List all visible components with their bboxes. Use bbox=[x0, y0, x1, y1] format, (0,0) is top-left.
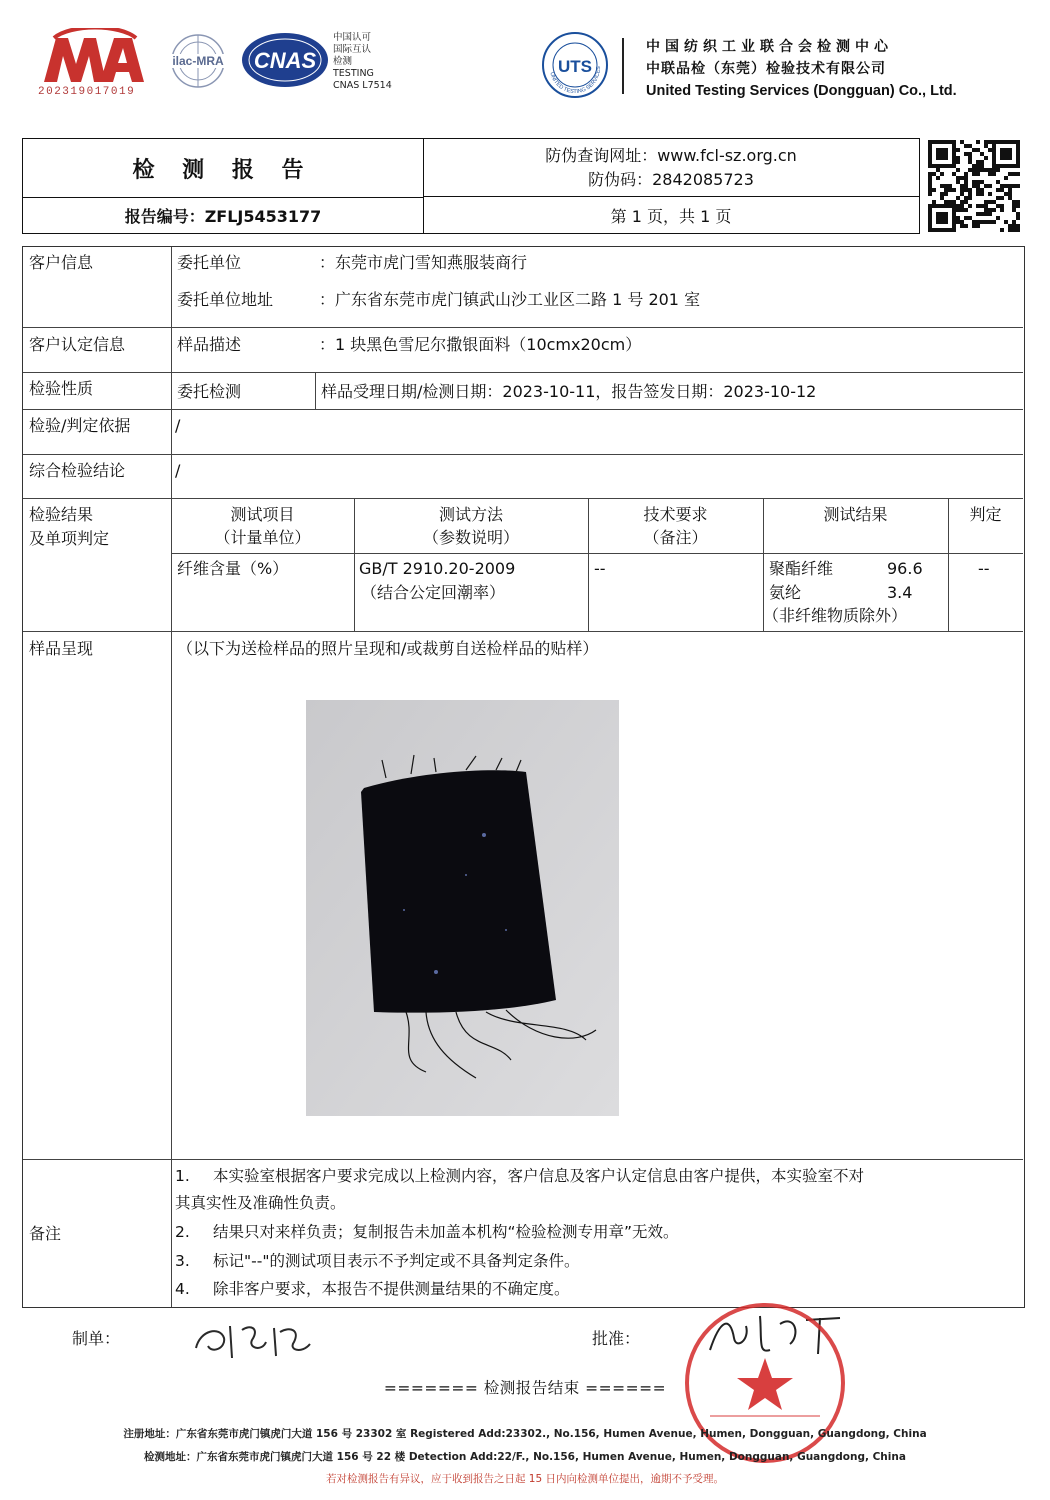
remark-2-number: 2. bbox=[175, 1223, 190, 1241]
result-judgement: -- bbox=[978, 559, 990, 578]
cnas-accreditation-text bbox=[333, 32, 392, 92]
col-divider bbox=[315, 372, 316, 409]
client-info-label: 客户信息 bbox=[29, 253, 94, 272]
header-divider bbox=[622, 38, 624, 94]
basis-value: / bbox=[175, 416, 181, 435]
client-unit-label: 委托单位 bbox=[177, 253, 242, 272]
result-item: 纤维含量（%） bbox=[177, 559, 289, 578]
page-info: 第 1 页，共 1 页 bbox=[610, 206, 732, 226]
remark-3-text: 标记"--"的测试项目表示不予判定或不具备判定条件。 bbox=[213, 1252, 580, 1270]
col-divider bbox=[171, 247, 172, 1307]
preparer-signature bbox=[190, 1318, 320, 1362]
results-label-2: 及单项判定 bbox=[29, 529, 110, 548]
remark-2-text: 结果只对来样负责；复制报告未加盖本机构“检验检测专用章”无效。 bbox=[213, 1223, 679, 1241]
remarks-label: 备注 bbox=[29, 1224, 62, 1243]
sample-desc-label: 样品描述 bbox=[177, 335, 242, 354]
verify-url: 防伪查询网址：www.fcl-sz.org.cn bbox=[545, 146, 797, 165]
registered-address: 注册地址：广东省东莞市虎门镇虎门大道 156 号 23302 室 Registered Add:23302., No.156, Humen Avenue, Humen, Dongguan, Guangdong, China bbox=[123, 1428, 927, 1440]
row-divider bbox=[23, 409, 1023, 410]
report-heading: 检 测 报 告 bbox=[23, 139, 424, 198]
col-method-note: （参数说明） bbox=[422, 528, 519, 547]
uts-logo-text: UTS bbox=[558, 57, 592, 76]
col-method-header: 测试方法 bbox=[438, 505, 503, 524]
uts-logo bbox=[540, 30, 610, 100]
sample-desc-value: ：1 块黑色雪尼尔撒银面料（10cmx20cm） bbox=[319, 335, 642, 354]
col-judge-header: 判定 bbox=[969, 505, 1002, 524]
report-title-table bbox=[22, 138, 920, 234]
testing-address: 检测地址：广东省东莞市虎门镇虎门大道 156 号 22 楼 Detection Add:22/F., No.156, Humen Avenue, Humen, Dongguan, Guangdong, China bbox=[144, 1451, 906, 1463]
conclusion-value: / bbox=[175, 461, 181, 480]
cnas-line: TESTING bbox=[333, 68, 374, 79]
row-divider bbox=[23, 498, 1023, 499]
cnas-line: 中国认可 bbox=[333, 32, 372, 43]
qr-code bbox=[928, 140, 1020, 232]
remark-4-number: 4. bbox=[175, 1280, 190, 1298]
report-number: 报告编号：ZFLJ5453177 bbox=[23, 197, 424, 233]
result-note: （非纤维物质除外） bbox=[763, 606, 908, 625]
cma-number: 202319017019 bbox=[38, 86, 136, 98]
ilac-mra-logo bbox=[158, 32, 238, 90]
anti-counterfeit-box bbox=[423, 139, 919, 197]
row-divider bbox=[171, 553, 1023, 554]
fiber-2-value: 3.4 bbox=[887, 583, 913, 602]
sample-photo bbox=[306, 700, 619, 1116]
objection-notice: 若对检测报告有异议，应于收到报告之日起 15 日内向检测单位提出，逾期不予受理。 bbox=[325, 1473, 725, 1485]
col-item-unit: （计量单位） bbox=[214, 528, 311, 547]
cnas-line: 国际互认 bbox=[333, 44, 372, 55]
col-requirement-header: 技术要求 bbox=[643, 505, 708, 524]
sample-label: 样品呈现 bbox=[29, 639, 94, 658]
client-address-label: 委托单位地址 bbox=[177, 290, 274, 309]
fiber-1-value: 96.6 bbox=[887, 559, 923, 578]
row-divider bbox=[23, 372, 1023, 373]
organization-name bbox=[646, 36, 957, 102]
remark-3-number: 3. bbox=[175, 1252, 190, 1270]
row-divider bbox=[23, 631, 1023, 632]
result-method: GB/T 2910.20-2009 bbox=[359, 559, 516, 578]
basis-label: 检验/判定依据 bbox=[29, 416, 131, 435]
result-requirement: -- bbox=[594, 559, 606, 578]
test-nature-label: 检验性质 bbox=[29, 379, 94, 398]
row-divider bbox=[23, 1159, 1023, 1160]
client-address-value: ：广东省东莞市虎门镇武山沙工业区二路 1 号 201 室 bbox=[319, 290, 701, 309]
cnas-line: 检测 bbox=[333, 56, 353, 67]
test-dates: 样品受理日期/检测日期：2023-10-11，报告签发日期：2023-10-12 bbox=[321, 382, 817, 401]
org-name-cn-2: 中联品检（东莞）检验技术有限公司 bbox=[646, 61, 886, 77]
col-requirement-note: （备注） bbox=[643, 528, 708, 547]
result-method-note: （结合公定回潮率） bbox=[361, 583, 506, 602]
prepared-by-label: 制单： bbox=[72, 1329, 121, 1348]
remark-4-text: 除非客户要求，本报告不提供测量结果的不确定度。 bbox=[213, 1280, 570, 1298]
col-result-header: 测试结果 bbox=[823, 505, 888, 524]
confirm-info-label: 客户认定信息 bbox=[29, 335, 126, 354]
cnas-logo bbox=[240, 30, 330, 90]
conclusion-label: 综合检验结论 bbox=[29, 461, 126, 480]
org-name-cn-1: 中国纺织工业联合会检测中心 bbox=[646, 39, 893, 55]
row-divider bbox=[23, 454, 1023, 455]
row-divider bbox=[23, 327, 1023, 328]
cnas-logo-text: CNAS bbox=[253, 48, 317, 73]
ilac-logo-text: ilac-MRA bbox=[172, 54, 224, 68]
remark-1-number: 1. bbox=[175, 1167, 190, 1185]
fiber-2-name: 氨纶 bbox=[769, 583, 802, 602]
test-nature-value: 委托检测 bbox=[177, 382, 242, 401]
report-end-marker: ======= 检测报告结束 ====== bbox=[383, 1379, 667, 1397]
remark-1-text: 本实验室根据客户要求完成以上检测内容，客户信息及客户认定信息由客户提供，本实验室不对 bbox=[213, 1167, 865, 1185]
cnas-line: CNAS L7514 bbox=[333, 80, 392, 91]
approved-by-label: 批准： bbox=[592, 1329, 641, 1348]
col-item-header: 测试项目 bbox=[230, 505, 295, 524]
client-unit-value: ：东莞市虎门雪知燕服装商行 bbox=[319, 253, 528, 272]
results-label-1: 检验结果 bbox=[29, 505, 94, 524]
remark-1-text-cont: 其真实性及准确性负责。 bbox=[175, 1194, 346, 1212]
verify-code: 防伪码：2842085723 bbox=[588, 170, 754, 189]
sample-caption: （以下为送检样品的照片呈现和/或裁剪自送检样品的贴样） bbox=[177, 639, 599, 658]
fiber-1-name: 聚酯纤维 bbox=[769, 559, 834, 578]
uts-ring-text: UNITED TESTING SERVICES bbox=[548, 66, 603, 95]
org-name-en: United Testing Services (Dongguan) Co., Ltd. bbox=[646, 83, 957, 99]
